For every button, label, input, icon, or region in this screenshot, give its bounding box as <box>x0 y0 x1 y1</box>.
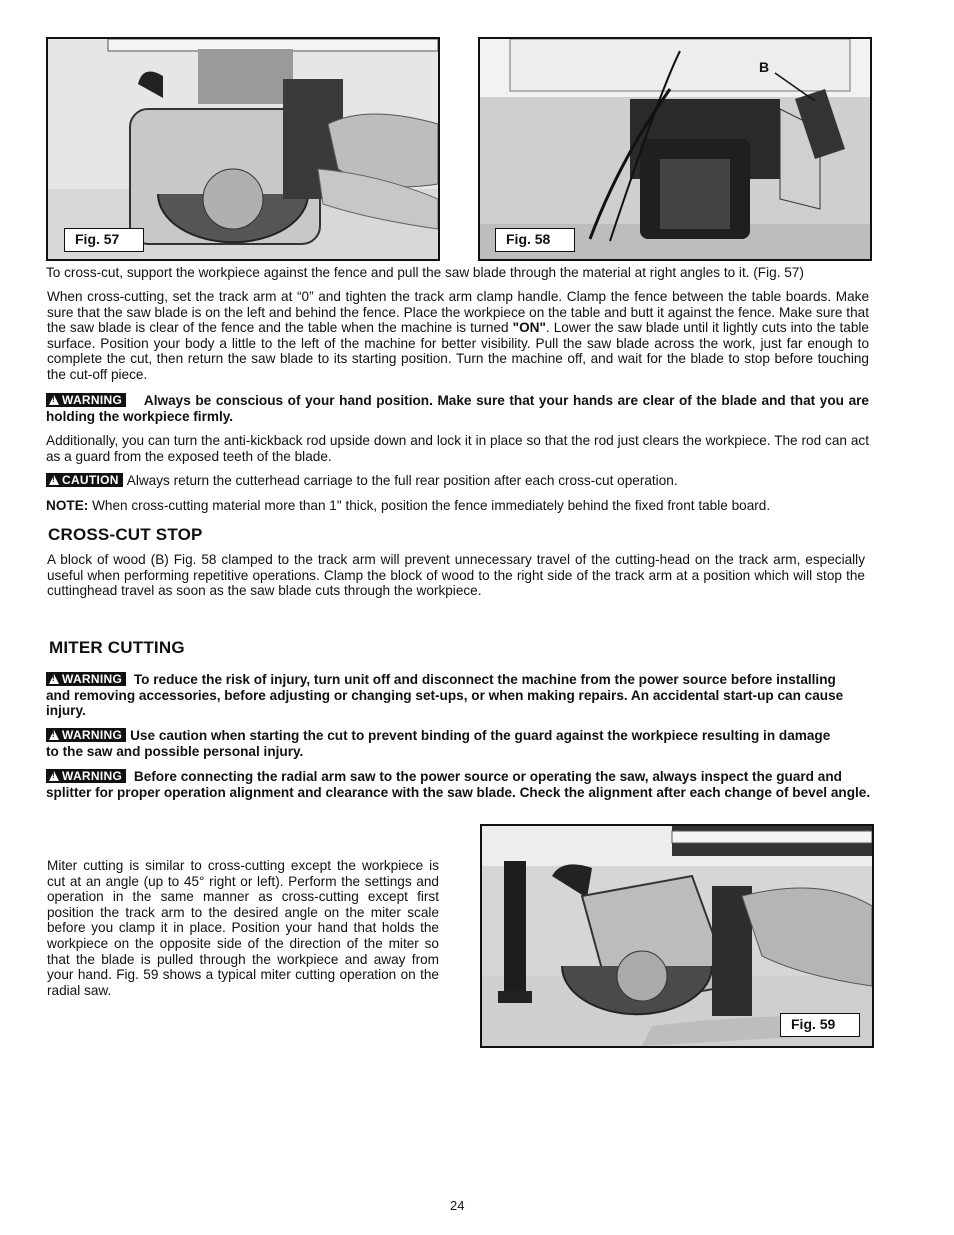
crosscut-text-part1: When cross-cutting, set the track arm at “0” and tighten the track arm clamp handle. Clamp the fence between the table boards. Make sure that the saw blade is on the left and behind the fence. Place the workpiece on the table and butt it against the fence. Make sure that the saw blade is clear of the fence and the table when the machine is turned <box>47 289 869 336</box>
warning-badge: !WARNING <box>46 672 126 686</box>
figure-57-photo <box>48 39 438 259</box>
figure-58-photo <box>480 39 870 259</box>
miter-cutting-text: Miter cutting is similar to cross-cutting except the workpiece is cut at an angle (up to 45° right or left). Perform the settings and operation in the same manner as cross-cutting except first position the track arm to the desired angle on the miter scale before you clamp it in place. Position your hand that holds the workpiece on the opposite side of the direction of the miter so that the blade is pulled through the workpiece and away from your hand. Fig. 59 shows a typical miter cutting operation on the radial saw. <box>47 858 439 998</box>
warning-badge: !WARNING <box>46 769 126 783</box>
antikickback-paragraph: Additionally, you can turn the anti-kickback rod upside down and lock it in place so that the rod just clears the workpiece. The rod can act as a guard from the exposed teeth of the blade. <box>46 433 869 464</box>
miter-warning-2 <box>46 728 846 759</box>
crosscut-stop-text: A block of wood (B) Fig. 58 clamped to the track arm will prevent unnecessary travel of the cutting-head on the track arm, especially useful when performing repetitive operations. Clamp the block of wood to the right side of the track arm at a position which will stop the cuttinghead travel as soon as the saw blade cuts through the workpiece. <box>47 552 865 599</box>
warning-hand-text: Always be conscious of your hand position. Make sure that your hands are clear of the blade and that you are holding the workpiece firmly. <box>46 393 869 424</box>
crosscut-paragraph <box>47 289 869 383</box>
miter-cutting-heading: MITER CUTTING <box>49 638 185 657</box>
page-number: 24 <box>450 1198 465 1213</box>
crosscut-text-part2: . Lower the saw blade until it lightly cuts into the table surface. Position your body a little to the left of the machine for better visibility. Pull the saw blade across the work, just far enough to complete the cut, then return the saw blade to its starting position. Turn the machine off, and wait for the blade to stop before touching the cut-off piece. <box>47 320 869 382</box>
figure-57 <box>46 37 440 261</box>
figure-59-label: Fig. 59 <box>780 1013 860 1037</box>
miter-warning-1-text: To reduce the risk of injury, turn unit off and disconnect the machine from the power source before installing and removing accessories, before adjusting or changing set-ups, or when making repairs. An accidental start-up can cause injury. <box>46 672 844 719</box>
caution-return-text: Always return the cutterhead carriage to the full rear position after each cross-cut operation. <box>126 473 678 488</box>
caution-return <box>46 473 869 489</box>
miter-warning-3-text: Before connecting the radial arm saw to the power source or operating the saw, always inspect the guard and splitter for proper operation alignment and clearance with the saw blade. Check the alignment after each change of bevel angle. <box>46 769 871 800</box>
note <box>46 498 869 514</box>
intro-caption: To cross-cut, support the workpiece against the fence and pull the saw blade through the material at right angles to it. (Fig. 57) <box>46 265 804 280</box>
warning-hand-position <box>46 393 869 424</box>
miter-warning-2-text: Use caution when starting the cut to prevent binding of the guard against the workpiece resulting in damage to the saw and possible personal injury. <box>46 728 831 759</box>
miter-warning-1 <box>46 672 846 719</box>
note-label: NOTE: <box>46 498 89 513</box>
warning-badge: !WARNING <box>46 728 126 742</box>
caution-badge: !CAUTION <box>46 473 123 487</box>
note-text: When cross-cutting material more than 1" thick, position the fence immediately behind the fixed front table board. <box>92 498 771 513</box>
alert-triangle-icon <box>49 730 59 740</box>
crosscut-stop-heading: CROSS-CUT STOP <box>48 525 203 544</box>
figure-59 <box>480 824 874 1048</box>
figure-58-label: Fig. 58 <box>495 228 575 252</box>
alert-triangle-icon <box>49 674 59 684</box>
crosscut-on-label: "ON" <box>512 320 546 336</box>
figure-57-label: Fig. 57 <box>64 228 144 252</box>
miter-warning-3 <box>46 769 872 800</box>
figure-58 <box>478 37 872 261</box>
alert-triangle-icon <box>49 771 59 781</box>
alert-triangle-icon <box>49 395 59 405</box>
alert-triangle-icon <box>49 475 59 485</box>
warning-badge: !WARNING <box>46 393 126 407</box>
callout-b: B <box>759 59 770 75</box>
